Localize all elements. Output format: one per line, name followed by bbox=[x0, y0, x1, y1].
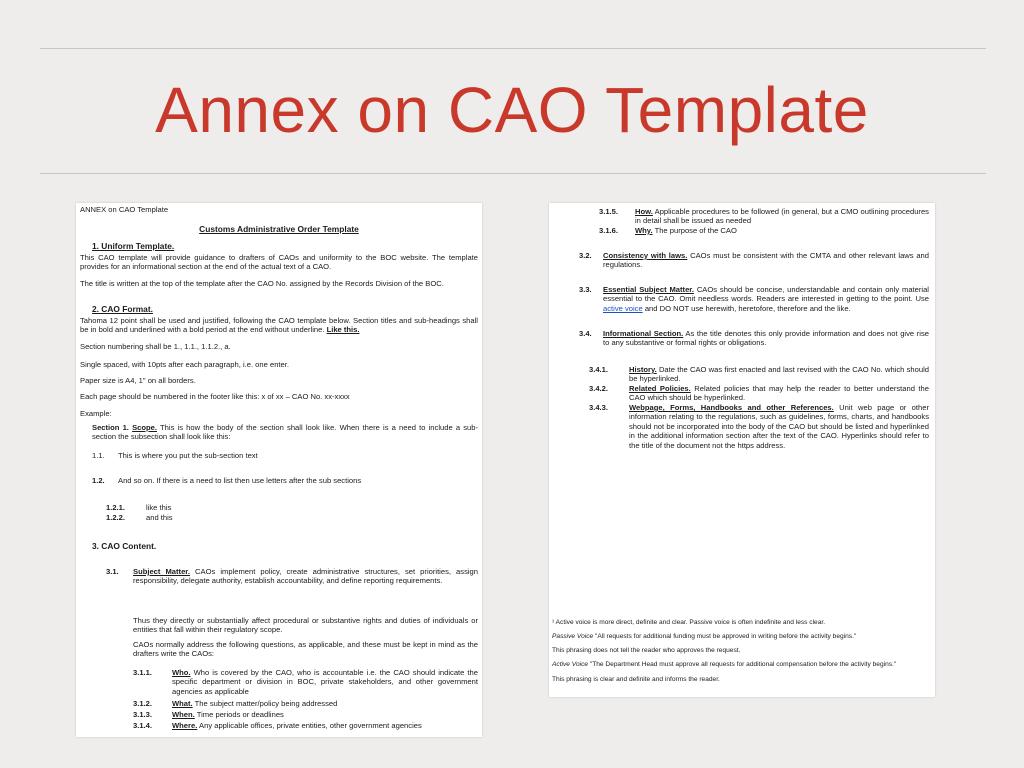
example-label: Example: bbox=[80, 409, 112, 418]
section-1-heading: 1. Uniform Template. bbox=[92, 241, 175, 251]
section-2-paragraph-5: Each page should be numbered in the footer like this: x of xx – CAO No. xx-xxxx bbox=[80, 392, 350, 401]
footnote-passive-note: This phrasing does not tell the reader who approves the request. bbox=[552, 647, 741, 654]
footnote-active-voice: Active Voice "The Department Head must approve all requests for additional compensation before the activity begins." bbox=[552, 661, 897, 668]
page-header: ANNEX on CAO Template bbox=[80, 205, 169, 214]
section-2-heading: 2. CAO Format. bbox=[92, 304, 153, 314]
document-page-right bbox=[549, 203, 935, 697]
section-3-4-2: 3.4.2. Related Policies. Related policies that may help the reader to better understand the CAO which should be hyperlinked. bbox=[589, 384, 929, 403]
section-3-1-paragraph-2: Thus they directly or substantially affect procedural or substantive rights and duties of individuals or entities that fall within their regulatory scope. bbox=[133, 616, 478, 635]
section-3-2: 3.2. Consistency with laws. CAOs must be consistent with the CMTA and other relevant laws and regulations. bbox=[579, 251, 929, 270]
section-2-paragraph-4: Paper size is A4, 1" on all borders. bbox=[80, 376, 196, 385]
example-1-2-1: 1.2.1. like this bbox=[106, 503, 172, 512]
footnote-active-note: This phrasing is clear and definite and informs the reader. bbox=[552, 676, 720, 683]
section-3-4-1: 3.4.1. History. Date the CAO was first enacted and last revised with the CAO No. which should be hyperlinked. bbox=[589, 365, 929, 384]
active-voice-link[interactable]: active voice bbox=[603, 303, 643, 313]
section-3-1-5: 3.1.5. How. Applicable procedures to be followed (in general, but a CMO outlining procedures in detail shall be issued as needed bbox=[599, 207, 929, 226]
section-3-4-3: 3.4.3. Webpage, Forms, Handbooks and other References. Unit web page or other information relating to the regulations, such as guidelines, forms, charts, and handbooks should not be incorporated into the body of the CAO but should be listed and hyperlinked in the additional information section after the text of the CAO. Hyperlinks should refer to the title of the document not the https address. bbox=[589, 403, 929, 450]
example-1-2: 1.2. And so on. If there is a need to list then use letters after the sub sections bbox=[92, 476, 362, 485]
slide-title: Annex on CAO Template bbox=[155, 74, 869, 146]
section-3-3: 3.3. Essential Subject Matter. CAOs should be concise, understandable and contain only material essential to the CAO. Omit needless words. Readers are interested in getting to the point. Use active voice and DO NOT use herewith, heretofore, therefore and the like. bbox=[579, 285, 929, 313]
top-divider bbox=[40, 48, 986, 49]
section-2-paragraph-2: Section numbering shall be 1., 1.1., 1.1.2., a. bbox=[80, 342, 231, 351]
section-3-heading: 3. CAO Content. bbox=[92, 541, 157, 551]
example-1-1: 1.1. This is where you put the sub-section text bbox=[92, 451, 258, 460]
section-3-1-2: 3.1.2. What. The subject matter/policy being addressed bbox=[133, 699, 338, 708]
section-3-1-6: 3.1.6. Why. The purpose of the CAO bbox=[599, 226, 737, 235]
section-3-1-1: 3.1.1. Who. Who is covered by the CAO, who is accountable i.e. the CAO should indicate the specific department or division in BOC, private stakeholders, and other government agencies as applicable bbox=[133, 668, 478, 696]
section-2-paragraph-1: Tahoma 12 point shall be used and justified, following the CAO template below. Section titles and sub-headings shall be in bold and underlined with a bold period at the end without underline. Like this. bbox=[80, 316, 478, 335]
example-scope: Section 1. Scope. This is how the body of the section shall look like. When there is a need to include a sub-section the subsection shall look like this: bbox=[92, 423, 478, 442]
section-3-4: 3.4. Informational Section. As the title denotes this only provide information and does not give rise to any substantive or formal rights or obligations. bbox=[579, 329, 929, 348]
bottom-divider bbox=[40, 173, 986, 174]
section-2-paragraph-3: Single spaced, with 10pts after each paragraph, i.e. one enter. bbox=[80, 360, 289, 369]
section-3-1-3: 3.1.3. When. Time periods or deadlines bbox=[133, 710, 284, 719]
section-1-paragraph-2: The title is written at the top of the template after the CAO No. assigned by the Records Division of the BOC. bbox=[80, 279, 444, 288]
footnote-1: ¹ Active voice is more direct, definite and clear. Passive voice is often indefinite and less clear. bbox=[552, 619, 826, 626]
section-3-1-paragraph-3: CAOs normally address the following questions, as applicable, and these must be kept in mind as the drafters write the CAOs: bbox=[133, 640, 478, 659]
section-1-paragraph-1: This CAO template will provide guidance to drafters of CAOs and uniformity to the BOC website. The template provides for an informational section at the end of the actual text of a CAO. bbox=[80, 253, 478, 272]
like-this-example: Like this. bbox=[326, 325, 360, 335]
document-title: Customs Administrative Order Template bbox=[199, 224, 359, 234]
section-3-1-4: 3.1.4. Where. Any applicable offices, private entities, other government agencies bbox=[133, 721, 422, 730]
footnote-passive-voice: Passive Voice "All requests for additional funding must be approved in writing before the activity begins." bbox=[552, 633, 857, 640]
document-page-left bbox=[76, 203, 482, 737]
section-3-1: 3.1. Subject Matter. CAOs implement policy, create administrative structures, set priorities, assign responsibility, delegate authority, establish accountability, and define reporting requirements. bbox=[106, 567, 478, 586]
example-1-2-2: 1.2.2. and this bbox=[106, 513, 173, 522]
